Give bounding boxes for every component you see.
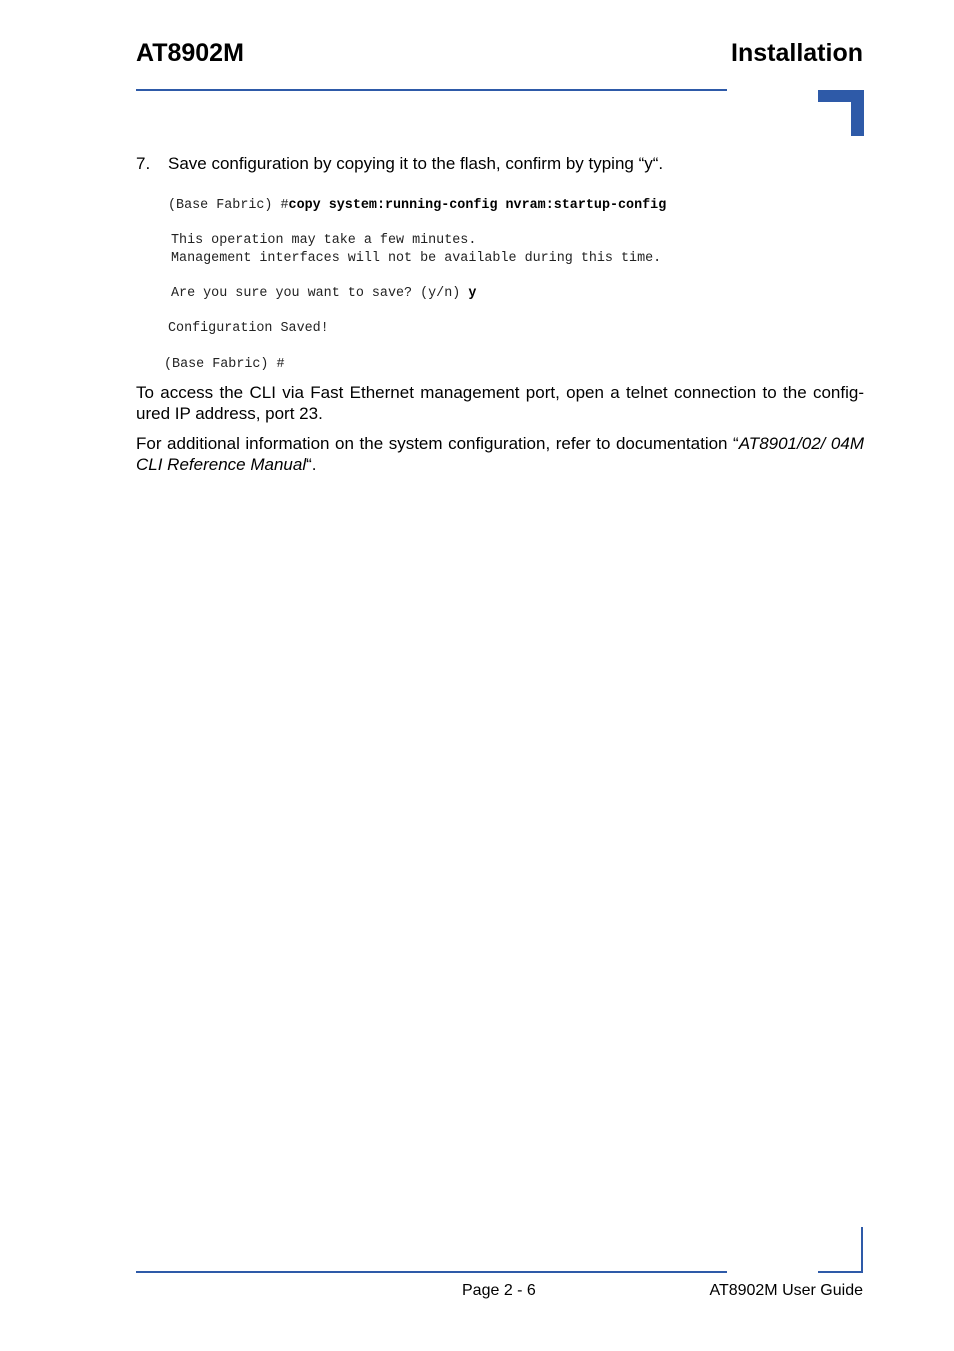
terminal-message-1: This operation may take a few minutes. bbox=[171, 233, 477, 248]
document-title: AT8902M bbox=[136, 39, 244, 67]
terminal-question-line bbox=[171, 285, 476, 303]
additional-info-paragraph bbox=[136, 433, 864, 475]
additional-info-text: For additional information on the system configuration, refer to documentation “ bbox=[136, 434, 739, 453]
terminal-final-prompt: (Base Fabric) # bbox=[164, 357, 285, 372]
cli-access-paragraph: To access the CLI via Fast Ethernet management port, open a telnet connection to the config-ured IP address, port 23. bbox=[136, 383, 864, 423]
terminal-answer: y bbox=[468, 286, 477, 301]
footer-corner-mark-bottom bbox=[818, 1271, 863, 1273]
step-text: Save configuration by copying it to the flash, confirm by typing “y“. bbox=[168, 154, 664, 173]
step-7 bbox=[136, 152, 864, 176]
additional-info-end: “. bbox=[306, 455, 317, 474]
header-rule bbox=[136, 89, 727, 91]
terminal-command: copy system:running-config nvram:startup-config bbox=[288, 198, 667, 213]
footer-rule bbox=[136, 1271, 727, 1273]
page-number: Page 2 - 6 bbox=[462, 1282, 536, 1299]
terminal-prompt: (Base Fabric) # bbox=[168, 198, 289, 213]
terminal-message-2: Management interfaces will not be available during this time. bbox=[171, 251, 662, 266]
header-corner-mark-side bbox=[851, 90, 864, 136]
footer-guide-title: AT8902M User Guide bbox=[709, 1282, 863, 1299]
step-number: 7. bbox=[136, 154, 151, 173]
footer-corner-mark-side bbox=[861, 1227, 863, 1273]
terminal-saved: Configuration Saved! bbox=[168, 321, 329, 336]
reference-manual-title: AT8901/02/ 04M CLI Reference Manual bbox=[136, 434, 864, 474]
section-title: Installation bbox=[731, 39, 863, 67]
terminal-command-line bbox=[168, 197, 666, 215]
terminal-question: Are you sure you want to save? (y/n) bbox=[171, 286, 469, 301]
